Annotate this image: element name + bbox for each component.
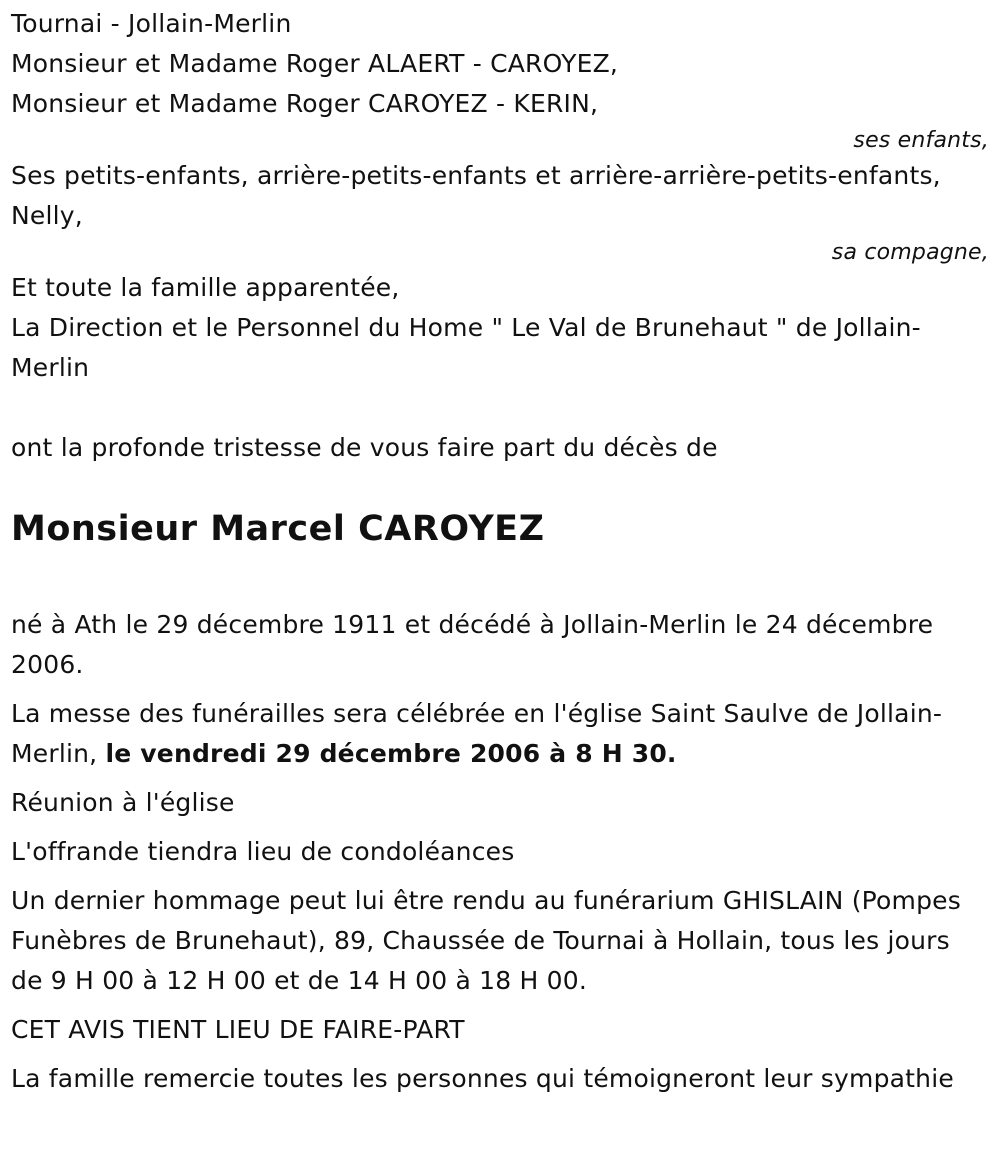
companion-line: Nelly,: [11, 201, 83, 230]
family-line: Et toute la famille apparentée,: [11, 273, 400, 302]
home-staff-line: La Direction et le Personnel du Home " Le Val de Brunehaut " de Jollain-Merlin: [11, 313, 921, 382]
children-caption: ses enfants,: [853, 128, 989, 153]
birth-death-paragraph: né à Ath le 29 décembre 1911 et décédé à Jollain-Merlin le 24 décembre 2006.: [11, 610, 934, 679]
companion-caption: sa compagne,: [831, 240, 989, 265]
location-line: Tournai - Jollain-Merlin: [11, 9, 292, 38]
obituary-notice: [11, 4, 989, 1099]
announcement-line: ont la profonde tristesse de vous faire part du décès de: [11, 433, 718, 462]
tribute-paragraph: Un dernier hommage peut lui être rendu au funérarium GHISLAIN (Pompes Funèbres de Brunehaut), 89, Chaussée de Tournai à Hollain, tous les jours de 9 H 00 à 12 H 00 et de 14 H 00 à 18 H 00.: [11, 886, 961, 995]
mass-date: le vendredi 29 décembre 2006 à 8 H 30.: [105, 739, 677, 768]
offering-paragraph: L'offrande tiendra lieu de condoléances: [11, 837, 515, 866]
mass-text: La messe des funérailles sera célébrée en l'église Saint Saulve de Jollain-Merlin,: [11, 699, 943, 768]
notice-paragraph: CET AVIS TIENT LIEU DE FAIRE-PART: [11, 1015, 465, 1044]
deceased-name: Monsieur Marcel CAROYEZ: [11, 509, 545, 549]
thanks-paragraph: La famille remercie toutes les personnes qui témoigneront leur sympathie: [11, 1064, 954, 1093]
mass-paragraph: [11, 694, 989, 774]
grandchildren-line: Ses petits-enfants, arrière-petits-enfants et arrière-arrière-petits-enfants,: [11, 161, 941, 190]
children-line-2: Monsieur et Madame Roger CAROYEZ - KERIN,: [11, 89, 599, 118]
spacer: [11, 388, 989, 428]
meeting-paragraph: Réunion à l'église: [11, 788, 235, 817]
children-line-1: Monsieur et Madame Roger ALAERT - CAROYEZ,: [11, 49, 619, 78]
